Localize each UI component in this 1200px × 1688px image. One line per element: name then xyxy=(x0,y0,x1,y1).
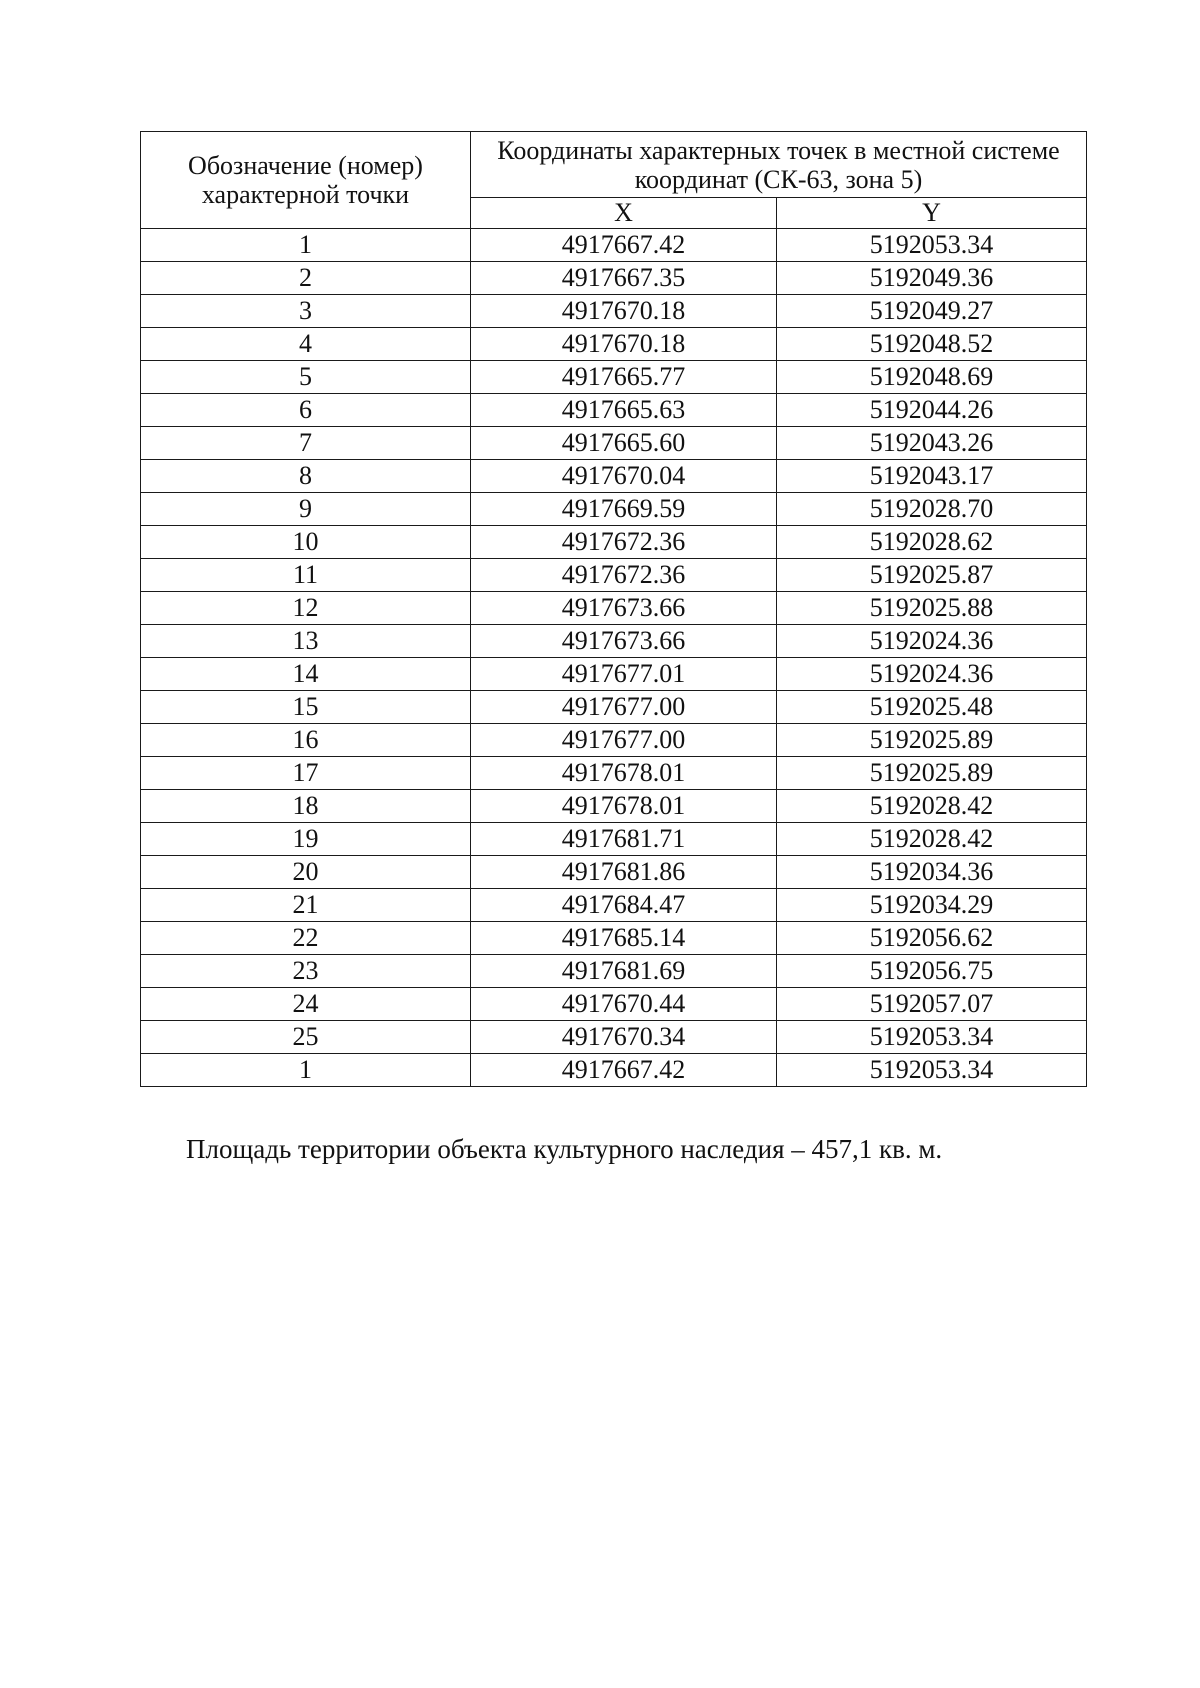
table-row xyxy=(141,856,1087,889)
table-row xyxy=(141,658,1087,691)
table-body xyxy=(141,229,1087,1087)
point-number-cell: 21 xyxy=(141,889,471,922)
territory-area-text: Площадь территории объекта культурного наследия – 457,1 кв. м. xyxy=(186,1134,943,1164)
point-number-cell: 20 xyxy=(141,856,471,889)
point-number-cell: 11 xyxy=(141,559,471,592)
y-coordinate-cell: 5192044.26 xyxy=(777,394,1087,427)
y-coordinate-cell: 5192024.36 xyxy=(777,625,1087,658)
point-number-cell: 16 xyxy=(141,724,471,757)
x-coordinate-cell: 4917670.18 xyxy=(471,328,777,361)
x-coordinate-cell: 4917677.01 xyxy=(471,658,777,691)
x-coordinate-cell: 4917667.35 xyxy=(471,262,777,295)
x-coordinate-cell: 4917673.66 xyxy=(471,592,777,625)
y-coordinate-cell: 5192056.75 xyxy=(777,955,1087,988)
point-number-cell: 1 xyxy=(141,1054,471,1087)
table-row xyxy=(141,262,1087,295)
y-coordinate-cell: 5192025.88 xyxy=(777,592,1087,625)
y-coordinate-cell: 5192028.42 xyxy=(777,790,1087,823)
x-coordinate-cell: 4917673.66 xyxy=(471,625,777,658)
x-coordinate-cell: 4917670.34 xyxy=(471,1021,777,1054)
table-row xyxy=(141,625,1087,658)
table-row xyxy=(141,361,1087,394)
x-coordinate-cell: 4917681.71 xyxy=(471,823,777,856)
y-coordinate-cell: 5192025.87 xyxy=(777,559,1087,592)
x-coordinate-cell: 4917685.14 xyxy=(471,922,777,955)
point-number-cell: 10 xyxy=(141,526,471,559)
x-coordinate-cell: 4917678.01 xyxy=(471,790,777,823)
point-number-cell: 4 xyxy=(141,328,471,361)
y-column-header: Y xyxy=(777,198,1087,229)
y-coordinate-cell: 5192025.89 xyxy=(777,724,1087,757)
point-number-cell: 19 xyxy=(141,823,471,856)
y-coordinate-cell: 5192025.48 xyxy=(777,691,1087,724)
coordinates-table xyxy=(140,131,1087,1087)
table-header-row xyxy=(141,132,1087,198)
table-row xyxy=(141,427,1087,460)
y-coordinate-cell: 5192043.26 xyxy=(777,427,1087,460)
x-coordinate-cell: 4917665.77 xyxy=(471,361,777,394)
table-row xyxy=(141,592,1087,625)
table-row xyxy=(141,823,1087,856)
point-number-cell: 9 xyxy=(141,493,471,526)
x-coordinate-cell: 4917672.36 xyxy=(471,526,777,559)
table-row xyxy=(141,757,1087,790)
table-row xyxy=(141,1021,1087,1054)
table-row xyxy=(141,559,1087,592)
y-coordinate-cell: 5192025.89 xyxy=(777,757,1087,790)
table-row xyxy=(141,988,1087,1021)
point-number-cell: 15 xyxy=(141,691,471,724)
x-coordinate-cell: 4917672.36 xyxy=(471,559,777,592)
point-number-cell: 13 xyxy=(141,625,471,658)
x-coordinate-cell: 4917665.60 xyxy=(471,427,777,460)
point-number-cell: 18 xyxy=(141,790,471,823)
point-number-cell: 8 xyxy=(141,460,471,493)
x-coordinate-cell: 4917678.01 xyxy=(471,757,777,790)
y-coordinate-cell: 5192057.07 xyxy=(777,988,1087,1021)
point-number-header: Обозначение (номер) характерной точки xyxy=(141,132,471,229)
y-coordinate-cell: 5192053.34 xyxy=(777,1054,1087,1087)
table-row xyxy=(141,955,1087,988)
x-coordinate-cell: 4917684.47 xyxy=(471,889,777,922)
x-coordinate-cell: 4917667.42 xyxy=(471,1054,777,1087)
y-coordinate-cell: 5192034.36 xyxy=(777,856,1087,889)
table-row xyxy=(141,922,1087,955)
y-coordinate-cell: 5192049.36 xyxy=(777,262,1087,295)
y-coordinate-cell: 5192056.62 xyxy=(777,922,1087,955)
point-number-cell: 25 xyxy=(141,1021,471,1054)
y-coordinate-cell: 5192053.34 xyxy=(777,1021,1087,1054)
point-number-cell: 24 xyxy=(141,988,471,1021)
y-coordinate-cell: 5192028.42 xyxy=(777,823,1087,856)
table-row xyxy=(141,790,1087,823)
table-row xyxy=(141,889,1087,922)
point-number-cell: 2 xyxy=(141,262,471,295)
x-coordinate-cell: 4917665.63 xyxy=(471,394,777,427)
coordinates-header: Координаты характерных точек в местной системе координат (СК-63, зона 5) xyxy=(471,132,1087,198)
x-coordinate-cell: 4917677.00 xyxy=(471,691,777,724)
point-number-cell: 23 xyxy=(141,955,471,988)
table-row xyxy=(141,394,1087,427)
point-number-cell: 17 xyxy=(141,757,471,790)
x-column-header: X xyxy=(471,198,777,229)
table-row xyxy=(141,295,1087,328)
x-coordinate-cell: 4917667.42 xyxy=(471,229,777,262)
x-coordinate-cell: 4917670.18 xyxy=(471,295,777,328)
point-number-cell: 22 xyxy=(141,922,471,955)
x-coordinate-cell: 4917681.86 xyxy=(471,856,777,889)
table-row xyxy=(141,328,1087,361)
point-number-cell: 3 xyxy=(141,295,471,328)
table-row xyxy=(141,526,1087,559)
y-coordinate-cell: 5192024.36 xyxy=(777,658,1087,691)
x-coordinate-cell: 4917681.69 xyxy=(471,955,777,988)
x-coordinate-cell: 4917670.04 xyxy=(471,460,777,493)
table-row xyxy=(141,724,1087,757)
x-coordinate-cell: 4917669.59 xyxy=(471,493,777,526)
y-coordinate-cell: 5192049.27 xyxy=(777,295,1087,328)
y-coordinate-cell: 5192043.17 xyxy=(777,460,1087,493)
point-number-cell: 12 xyxy=(141,592,471,625)
x-coordinate-cell: 4917670.44 xyxy=(471,988,777,1021)
y-coordinate-cell: 5192028.70 xyxy=(777,493,1087,526)
x-coordinate-cell: 4917677.00 xyxy=(471,724,777,757)
y-coordinate-cell: 5192034.29 xyxy=(777,889,1087,922)
point-number-cell: 5 xyxy=(141,361,471,394)
table-row xyxy=(141,493,1087,526)
y-coordinate-cell: 5192048.69 xyxy=(777,361,1087,394)
point-number-cell: 7 xyxy=(141,427,471,460)
table-row xyxy=(141,1054,1087,1087)
point-number-cell: 1 xyxy=(141,229,471,262)
y-coordinate-cell: 5192028.62 xyxy=(777,526,1087,559)
point-number-cell: 14 xyxy=(141,658,471,691)
table-row xyxy=(141,229,1087,262)
y-coordinate-cell: 5192053.34 xyxy=(777,229,1087,262)
y-coordinate-cell: 5192048.52 xyxy=(777,328,1087,361)
table-row xyxy=(141,691,1087,724)
point-number-cell: 6 xyxy=(141,394,471,427)
table-row xyxy=(141,460,1087,493)
